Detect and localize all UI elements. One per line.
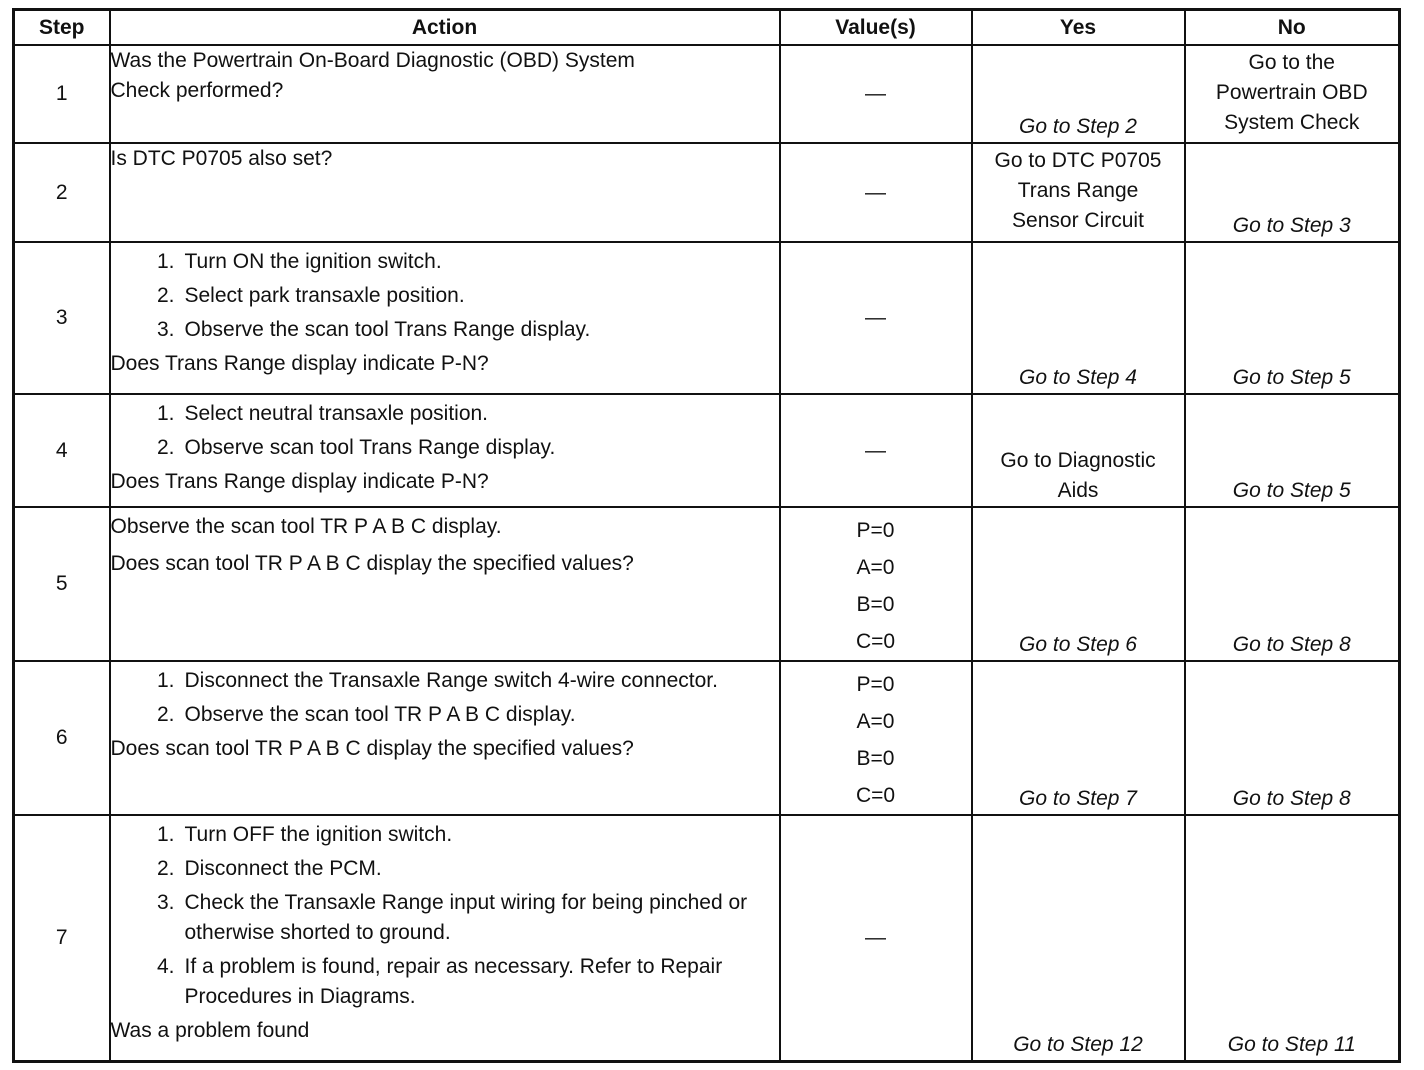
value-item: B=0	[856, 593, 895, 616]
action-text: Is DTC P0705 also set?	[110, 147, 333, 170]
list-item	[111, 952, 779, 1012]
item-text: Observe the scan tool Trans Range display.	[184, 318, 591, 341]
value-item: C=0	[855, 784, 896, 807]
question-text: Does Trans Range display indicate P-N?	[110, 470, 489, 493]
action-cell	[110, 507, 780, 661]
yes-text: Sensor Circuit	[1012, 209, 1144, 232]
no-text: Go to the	[1248, 51, 1335, 74]
yes-cell	[972, 143, 1185, 242]
yes-cell: Go to Step 2	[972, 45, 1185, 143]
no-text: Powertrain OBD	[1215, 81, 1368, 104]
value-item: C=0	[855, 630, 896, 653]
action-text: Was the Powertrain On-Board Diagnostic (OBD) System	[110, 49, 635, 72]
action-steps	[111, 247, 779, 345]
item-text: Check the Transaxle Range input wiring for being pinched or otherwise shorted to ground.	[184, 891, 748, 944]
list-item	[111, 281, 779, 311]
action-steps	[111, 399, 779, 463]
step-number: 6	[14, 661, 110, 815]
yes-cell: Go to Step 4	[972, 242, 1185, 394]
item-text: Turn OFF the ignition switch.	[184, 823, 453, 846]
step-number: 5	[14, 507, 110, 661]
action-cell	[110, 143, 780, 242]
value-cell: —	[780, 815, 972, 1061]
header-values: Value(s)	[780, 10, 972, 46]
step-number: 1	[14, 45, 110, 143]
item-number: 1.	[156, 823, 175, 846]
action-cell	[110, 242, 780, 394]
yes-text: Aids	[1057, 479, 1099, 502]
value-item: P=0	[856, 519, 895, 542]
no-cell: Go to Step 3	[1185, 143, 1400, 242]
item-number: 2.	[156, 436, 175, 459]
table-row	[14, 242, 1400, 394]
item-number: 3.	[156, 318, 175, 341]
list-item	[111, 247, 779, 277]
item-text: Select park transaxle position.	[184, 284, 465, 307]
action-cell	[110, 394, 780, 507]
list-item	[111, 888, 779, 948]
yes-text: Go to Diagnostic	[1000, 449, 1156, 472]
action-text: Observe the scan tool TR P A B C display.	[110, 515, 502, 538]
list-item	[111, 820, 779, 850]
item-text: Select neutral transaxle position.	[184, 402, 489, 425]
list-item	[111, 433, 779, 463]
list-item	[111, 315, 779, 345]
no-cell: Go to Step 5	[1185, 242, 1400, 394]
value-item: A=0	[856, 710, 895, 733]
value-cell: —	[780, 143, 972, 242]
question-text: Does Trans Range display indicate P-N?	[110, 352, 489, 375]
value-cell: —	[780, 242, 972, 394]
yes-cell: Go to Step 12	[972, 815, 1185, 1061]
item-number: 1.	[156, 402, 175, 425]
action-steps	[111, 820, 779, 1012]
value-cell	[780, 661, 972, 815]
header-action: Action	[110, 10, 780, 46]
item-text: Observe scan tool Trans Range display.	[184, 436, 556, 459]
table-row	[14, 45, 1400, 143]
no-cell: Go to Step 5	[1185, 394, 1400, 507]
value-cell	[780, 507, 972, 661]
value-item: A=0	[856, 556, 895, 579]
item-text: If a problem is found, repair as necessary. Refer to Repair Procedures in Diagrams.	[184, 955, 723, 1008]
no-cell: Go to Step 8	[1185, 661, 1400, 815]
yes-text: Go to DTC P0705	[994, 149, 1162, 172]
value-cell: —	[780, 394, 972, 507]
item-number: 2.	[156, 284, 175, 307]
action-cell	[110, 45, 780, 143]
item-number: 2.	[156, 703, 175, 726]
item-text: Observe the scan tool TR P A B C display.	[184, 703, 576, 726]
no-cell	[1185, 45, 1400, 143]
action-cell	[110, 661, 780, 815]
yes-cell: Go to Step 7	[972, 661, 1185, 815]
no-cell: Go to Step 11	[1185, 815, 1400, 1061]
list-item	[111, 399, 779, 429]
step-number: 7	[14, 815, 110, 1061]
action-cell	[110, 815, 780, 1061]
yes-cell: Go to Step 6	[972, 507, 1185, 661]
diagnostic-table-container	[12, 8, 1398, 1063]
item-text: Turn ON the ignition switch.	[184, 250, 442, 273]
list-item	[111, 666, 779, 696]
question-text: Does scan tool TR P A B C display the specified values?	[110, 737, 634, 760]
question-text: Was a problem found	[110, 1019, 310, 1042]
item-number: 4.	[156, 955, 175, 978]
table-row	[14, 815, 1400, 1061]
header-row	[14, 10, 1400, 46]
action-text: Does scan tool TR P A B C display the specified values?	[110, 552, 634, 575]
step-number: 2	[14, 143, 110, 242]
yes-cell	[972, 394, 1185, 507]
list-item	[111, 700, 779, 730]
action-text: Check performed?	[110, 79, 284, 102]
diagnostic-table	[12, 8, 1401, 1063]
table-row	[14, 394, 1400, 507]
no-text: System Check	[1224, 111, 1360, 134]
value-item: P=0	[856, 673, 895, 696]
header-no: No	[1185, 10, 1400, 46]
action-steps	[111, 666, 779, 730]
step-number: 4	[14, 394, 110, 507]
item-text: Disconnect the PCM.	[184, 857, 382, 880]
table-row	[14, 507, 1400, 661]
item-number: 1.	[156, 250, 175, 273]
yes-text: Trans Range	[1017, 179, 1139, 202]
step-number: 3	[14, 242, 110, 394]
item-text: Disconnect the Transaxle Range switch 4-wire connector.	[184, 669, 718, 692]
table-row	[14, 661, 1400, 815]
header-step: Step	[14, 10, 110, 46]
item-number: 3.	[156, 891, 175, 914]
list-item	[111, 854, 779, 884]
item-number: 2.	[156, 857, 175, 880]
header-yes: Yes	[972, 10, 1185, 46]
value-cell: —	[780, 45, 972, 143]
table-row	[14, 143, 1400, 242]
no-cell: Go to Step 8	[1185, 507, 1400, 661]
value-item: B=0	[856, 747, 895, 770]
item-number: 1.	[156, 669, 175, 692]
